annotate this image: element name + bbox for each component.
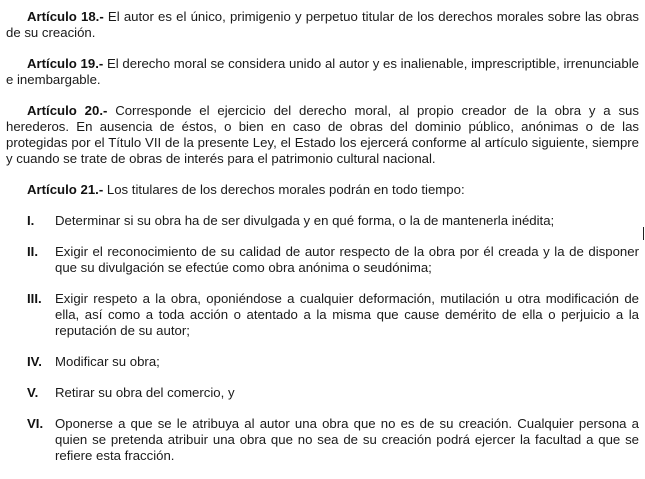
article-21 bbox=[6, 182, 639, 198]
fraction-number: V. bbox=[27, 385, 39, 400]
text-cursor-icon bbox=[643, 227, 644, 240]
article-text: Corresponde el ejercicio del derecho moral, al propio creador de la obra y a sus herederos. En ausencia de éstos, o bien en caso de obras del dominio público, anónimas o de las protegidas por el Título VII de la presente Ley, el Estado los ejercerá conforme al artículo siguiente, siempre y cuando se trate de obras de interés para el patrimonio cultural nacional. bbox=[6, 103, 639, 166]
fraction-text: Modificar su obra; bbox=[55, 354, 160, 369]
fraction-text: Retirar su obra del comercio, y bbox=[55, 385, 235, 400]
fraction-text: Exigir respeto a la obra, oponiéndose a cualquier deformación, mutilación u otra modificación de ella, así como a toda acción o atentado a la misma que cause demérito de ella o perjuicio a la reputación de su autor; bbox=[55, 291, 639, 338]
article-text: El autor es el único, primigenio y perpetuo titular de los derechos morales sobre las obras de su creación. bbox=[6, 9, 639, 40]
article-text: El derecho moral se considera unido al autor y es inalienable, imprescriptible, irrenunciable e inembargable. bbox=[6, 56, 639, 87]
article-text: Los titulares de los derechos morales podrán en todo tiempo: bbox=[103, 182, 465, 197]
article-label: Artículo 20.- bbox=[27, 103, 108, 118]
document-body bbox=[6, 9, 639, 479]
fraction-i bbox=[6, 213, 639, 229]
fraction-text: Oponerse a que se le atribuya al autor una obra que no es de su creación. Cualquier persona a quien se pretenda atribuir una obra que no sea de su creación podrá ejercer la facultad a que se refiere esta fracción. bbox=[55, 416, 639, 463]
fraction-ii bbox=[6, 244, 639, 276]
fraction-number: II. bbox=[27, 244, 38, 259]
fraction-number: III. bbox=[27, 291, 42, 306]
article-label: Artículo 21.- bbox=[27, 182, 104, 197]
fraction-number: IV. bbox=[27, 354, 42, 369]
fraction-number: VI. bbox=[27, 416, 44, 431]
article-20 bbox=[6, 103, 639, 167]
article-label: Artículo 19.- bbox=[27, 56, 104, 71]
article-18 bbox=[6, 9, 639, 41]
fraction-v bbox=[6, 385, 639, 401]
fraction-text: Exigir el reconocimiento de su calidad de autor respecto de la obra por él creada y la de disponer que su divulgación se efectúe como obra anónima o seudónima; bbox=[55, 244, 639, 275]
fraction-vi bbox=[6, 416, 639, 464]
fraction-iv bbox=[6, 354, 639, 370]
article-label: Artículo 18.- bbox=[27, 9, 104, 24]
fraction-iii bbox=[6, 291, 639, 339]
fraction-number: I. bbox=[27, 213, 35, 228]
article-19 bbox=[6, 56, 639, 88]
fraction-text: Determinar si su obra ha de ser divulgada y en qué forma, o la de mantenerla inédita; bbox=[55, 213, 555, 228]
